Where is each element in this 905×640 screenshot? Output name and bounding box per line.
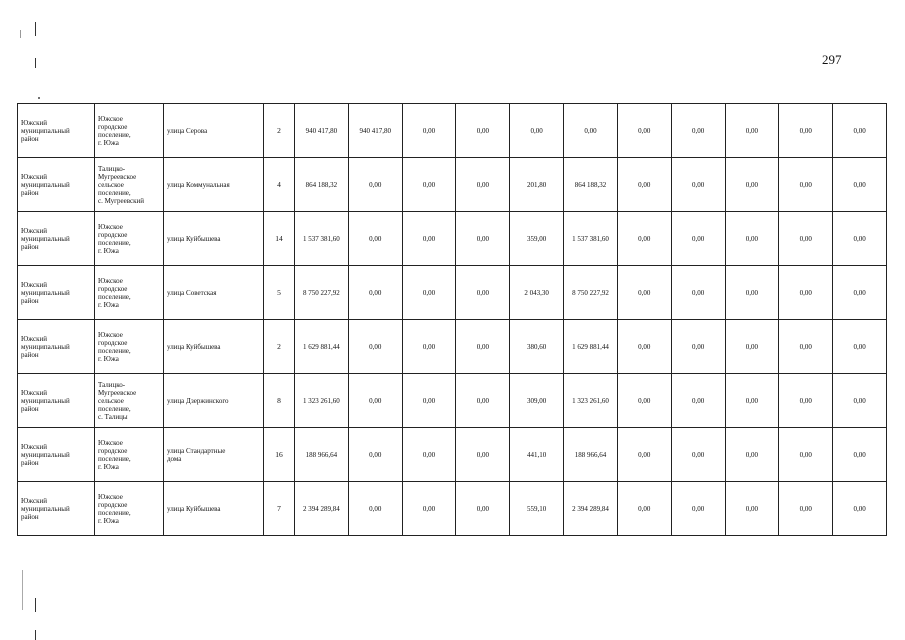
value-cell: [671, 266, 725, 320]
value-cell: [779, 158, 833, 212]
value-cell: [564, 482, 618, 536]
house-number-cell-text: 8: [277, 395, 281, 405]
street-cell: [164, 266, 264, 320]
value-cell: [779, 212, 833, 266]
value-cell: [510, 266, 564, 320]
value-cell-text: 0,00: [853, 504, 866, 513]
value-cell: [348, 266, 402, 320]
value-cell: [295, 320, 349, 374]
value-cell-text: 0,00: [369, 180, 382, 189]
value-cell: [671, 374, 725, 428]
street-cell: [164, 320, 264, 374]
value-cell: [617, 104, 671, 158]
value-cell-text: 2 043,30: [524, 288, 549, 297]
value-cell-text: 0,00: [799, 288, 812, 297]
value-cell-text: 1 629 881,44: [303, 342, 340, 351]
district-cell-text: Южский муниципальный район: [21, 280, 70, 305]
value-cell: [671, 482, 725, 536]
value-cell: [833, 104, 887, 158]
value-cell: [295, 104, 349, 158]
value-cell-text: 0,00: [799, 504, 812, 513]
value-cell-text: 2 394 289,84: [303, 504, 340, 513]
value-cell-text: 0,00: [476, 396, 489, 405]
value-cell-text: 0,00: [745, 342, 759, 351]
value-cell: [671, 320, 725, 374]
table-row: [18, 374, 887, 428]
street-cell: [164, 482, 264, 536]
street-cell: [164, 428, 264, 482]
district-cell-text: Южский муниципальный район: [21, 442, 70, 467]
value-cell-text: 8 750 227,92: [303, 288, 340, 297]
scan-mark: [35, 598, 36, 612]
value-cell-text: 201,80: [527, 180, 547, 189]
value-cell: [295, 266, 349, 320]
value-cell-text: 0,00: [584, 126, 597, 135]
value-cell: [510, 428, 564, 482]
value-cell-text: 1 629 881,44: [572, 342, 609, 351]
value-cell-text: 864 188,32: [305, 180, 338, 189]
value-cell: [348, 482, 402, 536]
value-cell: [402, 482, 456, 536]
settlement-cell: [95, 104, 164, 158]
value-cell-text: 0,00: [369, 504, 382, 513]
value-cell: [779, 266, 833, 320]
value-cell-text: 940 417,80: [359, 126, 391, 135]
street-cell-text: улица Советская: [167, 288, 217, 297]
value-cell: [564, 374, 618, 428]
settlement-cell-text: Южское городское поселение, г. Южа: [98, 330, 131, 363]
value-cell-text: 0,00: [476, 450, 489, 459]
value-cell: [564, 266, 618, 320]
settlement-cell-text: Южское городское поселение, г. Южа: [98, 222, 131, 255]
value-cell-text: 0,00: [799, 234, 812, 243]
value-cell: [779, 482, 833, 536]
house-number-cell-text: 14: [275, 233, 283, 243]
value-cell-text: 0,00: [422, 450, 436, 459]
value-cell: [725, 320, 779, 374]
street-cell-text: улица Серова: [167, 126, 208, 135]
value-cell-text: 0,00: [638, 504, 651, 513]
value-cell: [564, 158, 618, 212]
value-cell-text: 0,00: [422, 126, 436, 135]
value-cell: [295, 482, 349, 536]
value-cell: [833, 482, 887, 536]
value-cell-text: 0,00: [422, 288, 436, 297]
value-cell: [617, 158, 671, 212]
value-cell-text: 0,00: [853, 180, 866, 189]
value-cell-text: 0,00: [853, 396, 866, 405]
value-cell-text: 864 188,32: [574, 180, 607, 189]
value-cell-text: 0,00: [476, 342, 489, 351]
value-cell: [402, 428, 456, 482]
value-cell-text: 0,00: [745, 450, 759, 459]
table-row: [18, 482, 887, 536]
house-number-cell: [264, 428, 295, 482]
value-cell: [725, 374, 779, 428]
value-cell: [564, 104, 618, 158]
value-cell-text: 0,00: [853, 234, 866, 243]
value-cell-text: 8 750 227,92: [572, 288, 609, 297]
district-cell: [18, 428, 95, 482]
value-cell-text: 0,00: [799, 342, 812, 351]
value-cell-text: 359,00: [527, 234, 547, 243]
value-cell-text: 0,00: [422, 396, 436, 405]
value-cell: [833, 374, 887, 428]
value-cell-text: 0,00: [691, 180, 705, 189]
value-cell-text: 0,00: [691, 234, 705, 243]
value-cell: [833, 212, 887, 266]
street-cell-text: улица Куйбышева: [167, 504, 221, 513]
street-cell-text: улица Куйбышева: [167, 234, 221, 243]
value-cell: [833, 266, 887, 320]
house-number-cell: [264, 266, 295, 320]
value-cell-text: 0,00: [422, 180, 436, 189]
value-cell-text: 0,00: [638, 234, 651, 243]
value-cell: [348, 104, 402, 158]
table-row: [18, 158, 887, 212]
value-cell: [348, 374, 402, 428]
value-cell-text: 0,00: [476, 288, 489, 297]
street-cell-text: улица Дзержинского: [167, 396, 229, 405]
district-cell: [18, 266, 95, 320]
value-cell-text: 441,10: [527, 450, 547, 459]
table-row: [18, 428, 887, 482]
settlement-cell-text: Южское городское поселение, г. Южа: [98, 114, 131, 147]
value-cell: [456, 428, 510, 482]
district-cell-text: Южский муниципальный район: [21, 334, 70, 359]
house-number-cell: [264, 482, 295, 536]
value-cell-text: 0,00: [745, 126, 759, 135]
value-cell-text: 0,00: [691, 504, 705, 513]
house-number-cell-text: 2: [277, 341, 281, 351]
value-cell: [402, 158, 456, 212]
value-cell-text: 0,00: [638, 180, 651, 189]
value-cell-text: 1 537 381,60: [303, 234, 340, 243]
value-cell: [779, 104, 833, 158]
street-cell-text: улица Куйбышева: [167, 342, 221, 351]
value-cell-text: 0,00: [691, 342, 705, 351]
value-cell: [725, 266, 779, 320]
settlement-cell: [95, 320, 164, 374]
settlement-cell: [95, 482, 164, 536]
value-cell-text: 0,00: [745, 504, 759, 513]
value-cell-text: 940 417,80: [305, 126, 338, 135]
value-cell: [671, 104, 725, 158]
value-cell: [510, 374, 564, 428]
value-cell-text: 0,00: [853, 342, 866, 351]
table-row: [18, 320, 887, 374]
value-cell-text: 0,00: [476, 126, 489, 135]
value-cell: [725, 212, 779, 266]
street-cell: [164, 158, 264, 212]
street-cell: [164, 212, 264, 266]
value-cell-text: 0,00: [369, 234, 382, 243]
value-cell: [725, 158, 779, 212]
house-number-cell-text: 2: [277, 125, 281, 135]
house-number-cell-text: 5: [277, 287, 281, 297]
value-cell-text: 0,00: [369, 288, 382, 297]
value-cell-text: 0,00: [799, 450, 812, 459]
value-cell: [295, 428, 349, 482]
value-cell-text: 0,00: [691, 450, 705, 459]
value-cell: [456, 104, 510, 158]
value-cell: [617, 212, 671, 266]
value-cell-text: 0,00: [422, 504, 436, 513]
scan-mark: [35, 630, 36, 640]
house-number-cell: [264, 320, 295, 374]
scan-mark: [35, 58, 36, 68]
value-cell: [456, 374, 510, 428]
value-cell: [833, 428, 887, 482]
value-cell: [671, 158, 725, 212]
value-cell-text: 0,00: [799, 180, 812, 189]
value-cell: [348, 428, 402, 482]
value-cell: [402, 266, 456, 320]
settlement-cell-text: Талицко- Мугреевское сельское поселение, с. Мугреевский: [98, 164, 145, 205]
house-number-cell: [264, 158, 295, 212]
value-cell-text: 0,00: [853, 450, 866, 459]
value-cell-text: 188 966,64: [305, 450, 338, 459]
value-cell-text: 1 323 261,60: [303, 396, 340, 405]
district-cell: [18, 104, 95, 158]
value-cell-text: 0,00: [476, 504, 489, 513]
house-number-cell-text: 4: [277, 179, 281, 189]
value-cell: [510, 104, 564, 158]
value-cell-text: 559,10: [527, 504, 547, 513]
value-cell: [295, 374, 349, 428]
value-cell-text: 0,00: [691, 288, 705, 297]
value-cell-text: 188 966,64: [574, 450, 607, 459]
value-cell-text: 380,60: [527, 342, 547, 351]
value-cell-text: 1 537 381,60: [572, 234, 609, 243]
street-cell-text: улица Стандартные дома: [167, 446, 226, 463]
scan-mark: [22, 570, 23, 610]
value-cell-text: 0,00: [853, 288, 866, 297]
value-cell: [564, 320, 618, 374]
value-cell: [510, 212, 564, 266]
value-cell-text: 0,00: [799, 396, 812, 405]
value-cell-text: 0,00: [369, 396, 382, 405]
settlement-cell-text: Южское городское поселение, г. Южа: [98, 492, 131, 525]
value-cell: [779, 374, 833, 428]
value-cell: [348, 158, 402, 212]
value-cell: [402, 320, 456, 374]
value-cell-text: 0,00: [745, 396, 759, 405]
value-cell: [510, 158, 564, 212]
district-cell-text: Южский муниципальный район: [21, 118, 70, 143]
value-cell: [456, 212, 510, 266]
value-cell: [617, 482, 671, 536]
settlement-cell-text: Южское городское поселение, г. Южа: [98, 438, 131, 471]
value-cell: [456, 482, 510, 536]
value-cell-text: 0,00: [530, 126, 543, 135]
street-cell: [164, 374, 264, 428]
district-cell: [18, 320, 95, 374]
settlement-cell: [95, 266, 164, 320]
scan-mark: [20, 30, 21, 38]
value-cell: [295, 212, 349, 266]
value-cell: [295, 158, 349, 212]
value-cell: [617, 428, 671, 482]
value-cell-text: 0,00: [799, 126, 812, 135]
value-cell: [564, 212, 618, 266]
value-cell-text: 0,00: [691, 396, 705, 405]
value-cell-text: 0,00: [369, 450, 382, 459]
street-cell-text: улица Коммунальная: [167, 180, 230, 189]
value-cell: [725, 104, 779, 158]
value-cell-text: 0,00: [745, 234, 759, 243]
district-cell-text: Южский муниципальный район: [21, 226, 70, 251]
value-cell-text: 0,00: [638, 450, 651, 459]
house-number-cell: [264, 374, 295, 428]
value-cell: [671, 428, 725, 482]
house-number-cell: [264, 212, 295, 266]
value-cell: [617, 266, 671, 320]
settlement-cell-text: Южское городское поселение, г. Южа: [98, 276, 131, 309]
district-cell-text: Южский муниципальный район: [21, 388, 70, 413]
value-cell-text: 1 323 261,60: [572, 396, 609, 405]
district-cell-text: Южский муниципальный район: [21, 172, 70, 197]
value-cell-text: 0,00: [476, 180, 489, 189]
value-cell: [779, 320, 833, 374]
value-cell-text: 0,00: [691, 126, 705, 135]
street-cell: [164, 104, 264, 158]
house-number-cell-text: 7: [277, 503, 281, 513]
value-cell: [725, 428, 779, 482]
district-cell: [18, 158, 95, 212]
value-cell-text: 0,00: [638, 342, 651, 351]
data-table: [17, 103, 887, 536]
value-cell-text: 0,00: [422, 342, 436, 351]
scan-mark: [35, 22, 36, 36]
settlement-cell-text: Талицко- Мугреевское сельское поселение, с. Талицы: [98, 380, 137, 421]
value-cell: [617, 374, 671, 428]
settlement-cell: [95, 212, 164, 266]
value-cell: [510, 482, 564, 536]
value-cell: [402, 374, 456, 428]
value-cell: [402, 212, 456, 266]
settlement-cell: [95, 428, 164, 482]
value-cell: [779, 428, 833, 482]
house-number-cell: [264, 104, 295, 158]
value-cell: [617, 320, 671, 374]
table-row: [18, 104, 887, 158]
value-cell-text: 2 394 289,84: [572, 504, 609, 513]
value-cell: [510, 320, 564, 374]
settlement-cell: [95, 374, 164, 428]
table-row: [18, 266, 887, 320]
value-cell-text: 0,00: [638, 126, 651, 135]
value-cell: [456, 158, 510, 212]
value-cell-text: 0,00: [422, 234, 436, 243]
settlement-cell: [95, 158, 164, 212]
value-cell-text: 0,00: [476, 234, 489, 243]
value-cell: [348, 320, 402, 374]
value-cell-text: 309,00: [527, 396, 547, 405]
page-number: 297: [822, 52, 842, 67]
value-cell-text: 0,00: [745, 288, 759, 297]
district-cell-text: Южский муниципальный район: [21, 496, 70, 521]
value-cell: [833, 158, 887, 212]
value-cell-text: 0,00: [638, 288, 651, 297]
value-cell: [456, 320, 510, 374]
value-cell-text: 0,00: [853, 126, 866, 135]
district-cell: [18, 374, 95, 428]
value-cell: [833, 320, 887, 374]
value-cell-text: 0,00: [638, 396, 651, 405]
value-cell-text: 0,00: [369, 342, 382, 351]
district-cell: [18, 212, 95, 266]
value-cell: [671, 212, 725, 266]
value-cell: [402, 104, 456, 158]
value-cell: [456, 266, 510, 320]
district-cell: [18, 482, 95, 536]
value-cell: [348, 212, 402, 266]
table-row: [18, 212, 887, 266]
scan-speck: [38, 97, 40, 99]
value-cell: [564, 428, 618, 482]
value-cell: [725, 482, 779, 536]
house-number-cell-text: 16: [275, 449, 283, 459]
value-cell-text: 0,00: [745, 180, 759, 189]
